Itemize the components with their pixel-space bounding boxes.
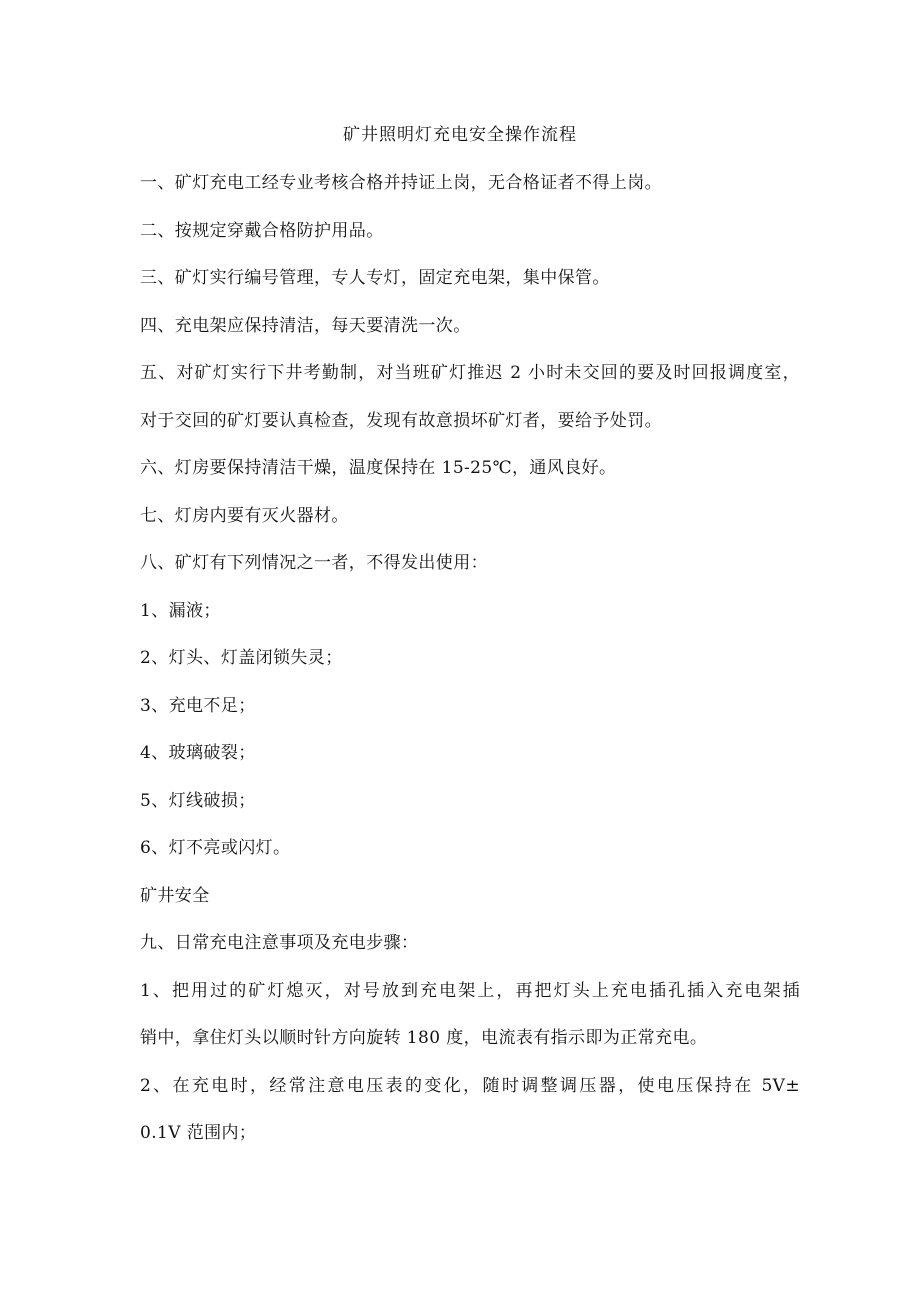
document-line: 四、充电架应保持清洁，每天要清洗一次。 [140,315,471,336]
document-line: 一、矿灯充电工经专业考核合格并持证上岗，无合格证者不得上岗。 [140,173,662,193]
document-line: 销中，拿住灯头以顺时针方向旋转 180 度，电流表有指示即为正常充电。 [140,1028,708,1048]
document-line: 2、在充电时，经常注意电压表的变化，随时调整调压器，使电压保持在 5V± [140,1075,800,1096]
document-line: 五、对矿灯实行下井考勤制，对当班矿灯推迟 2 小时未交回的要及时回报调度室， [140,363,800,383]
document-line: 1、把用过的矿灯熄灭，对号放到充电架上，再把灯头上充电插孔插入充电架插 [140,980,800,1001]
document-line: 八、矿灯有下列情况之一者，不得发出使用： [140,553,488,573]
document-line: 2、灯头、灯盖闭锁失灵； [140,648,343,668]
document-title: 矿井照明灯充电安全操作流程 [343,125,577,145]
document-line: 矿井安全 [140,885,210,906]
document-line: 对于交回的矿灯要认真检查，发现有故意损坏矿灯者，要给予处罚。 [140,410,662,431]
document-line: 0.1V 范围内； [140,1123,257,1143]
document-line: 1、漏液； [140,600,221,621]
document-line: 七、灯房内要有灭火器材。 [140,505,349,526]
document-body [140,168,800,1166]
document-line: 三、矿灯实行编号管理，专人专灯，固定充电架，集中保管。 [140,268,610,288]
document-line: 六、灯房要保持清洁干燥，温度保持在 15-25℃，通风良好。 [140,458,617,478]
document-line: 6、灯不亮或闪灯。 [140,838,291,858]
document-line: 二、按规定穿戴合格防护用品。 [140,220,384,241]
document-line: 5、灯线破损； [140,790,256,811]
document-line: 3、充电不足； [140,695,256,716]
document-line: 九、日常充电注意事项及充电步骤： [140,933,419,953]
document-line: 4、玻璃破裂； [140,743,256,763]
